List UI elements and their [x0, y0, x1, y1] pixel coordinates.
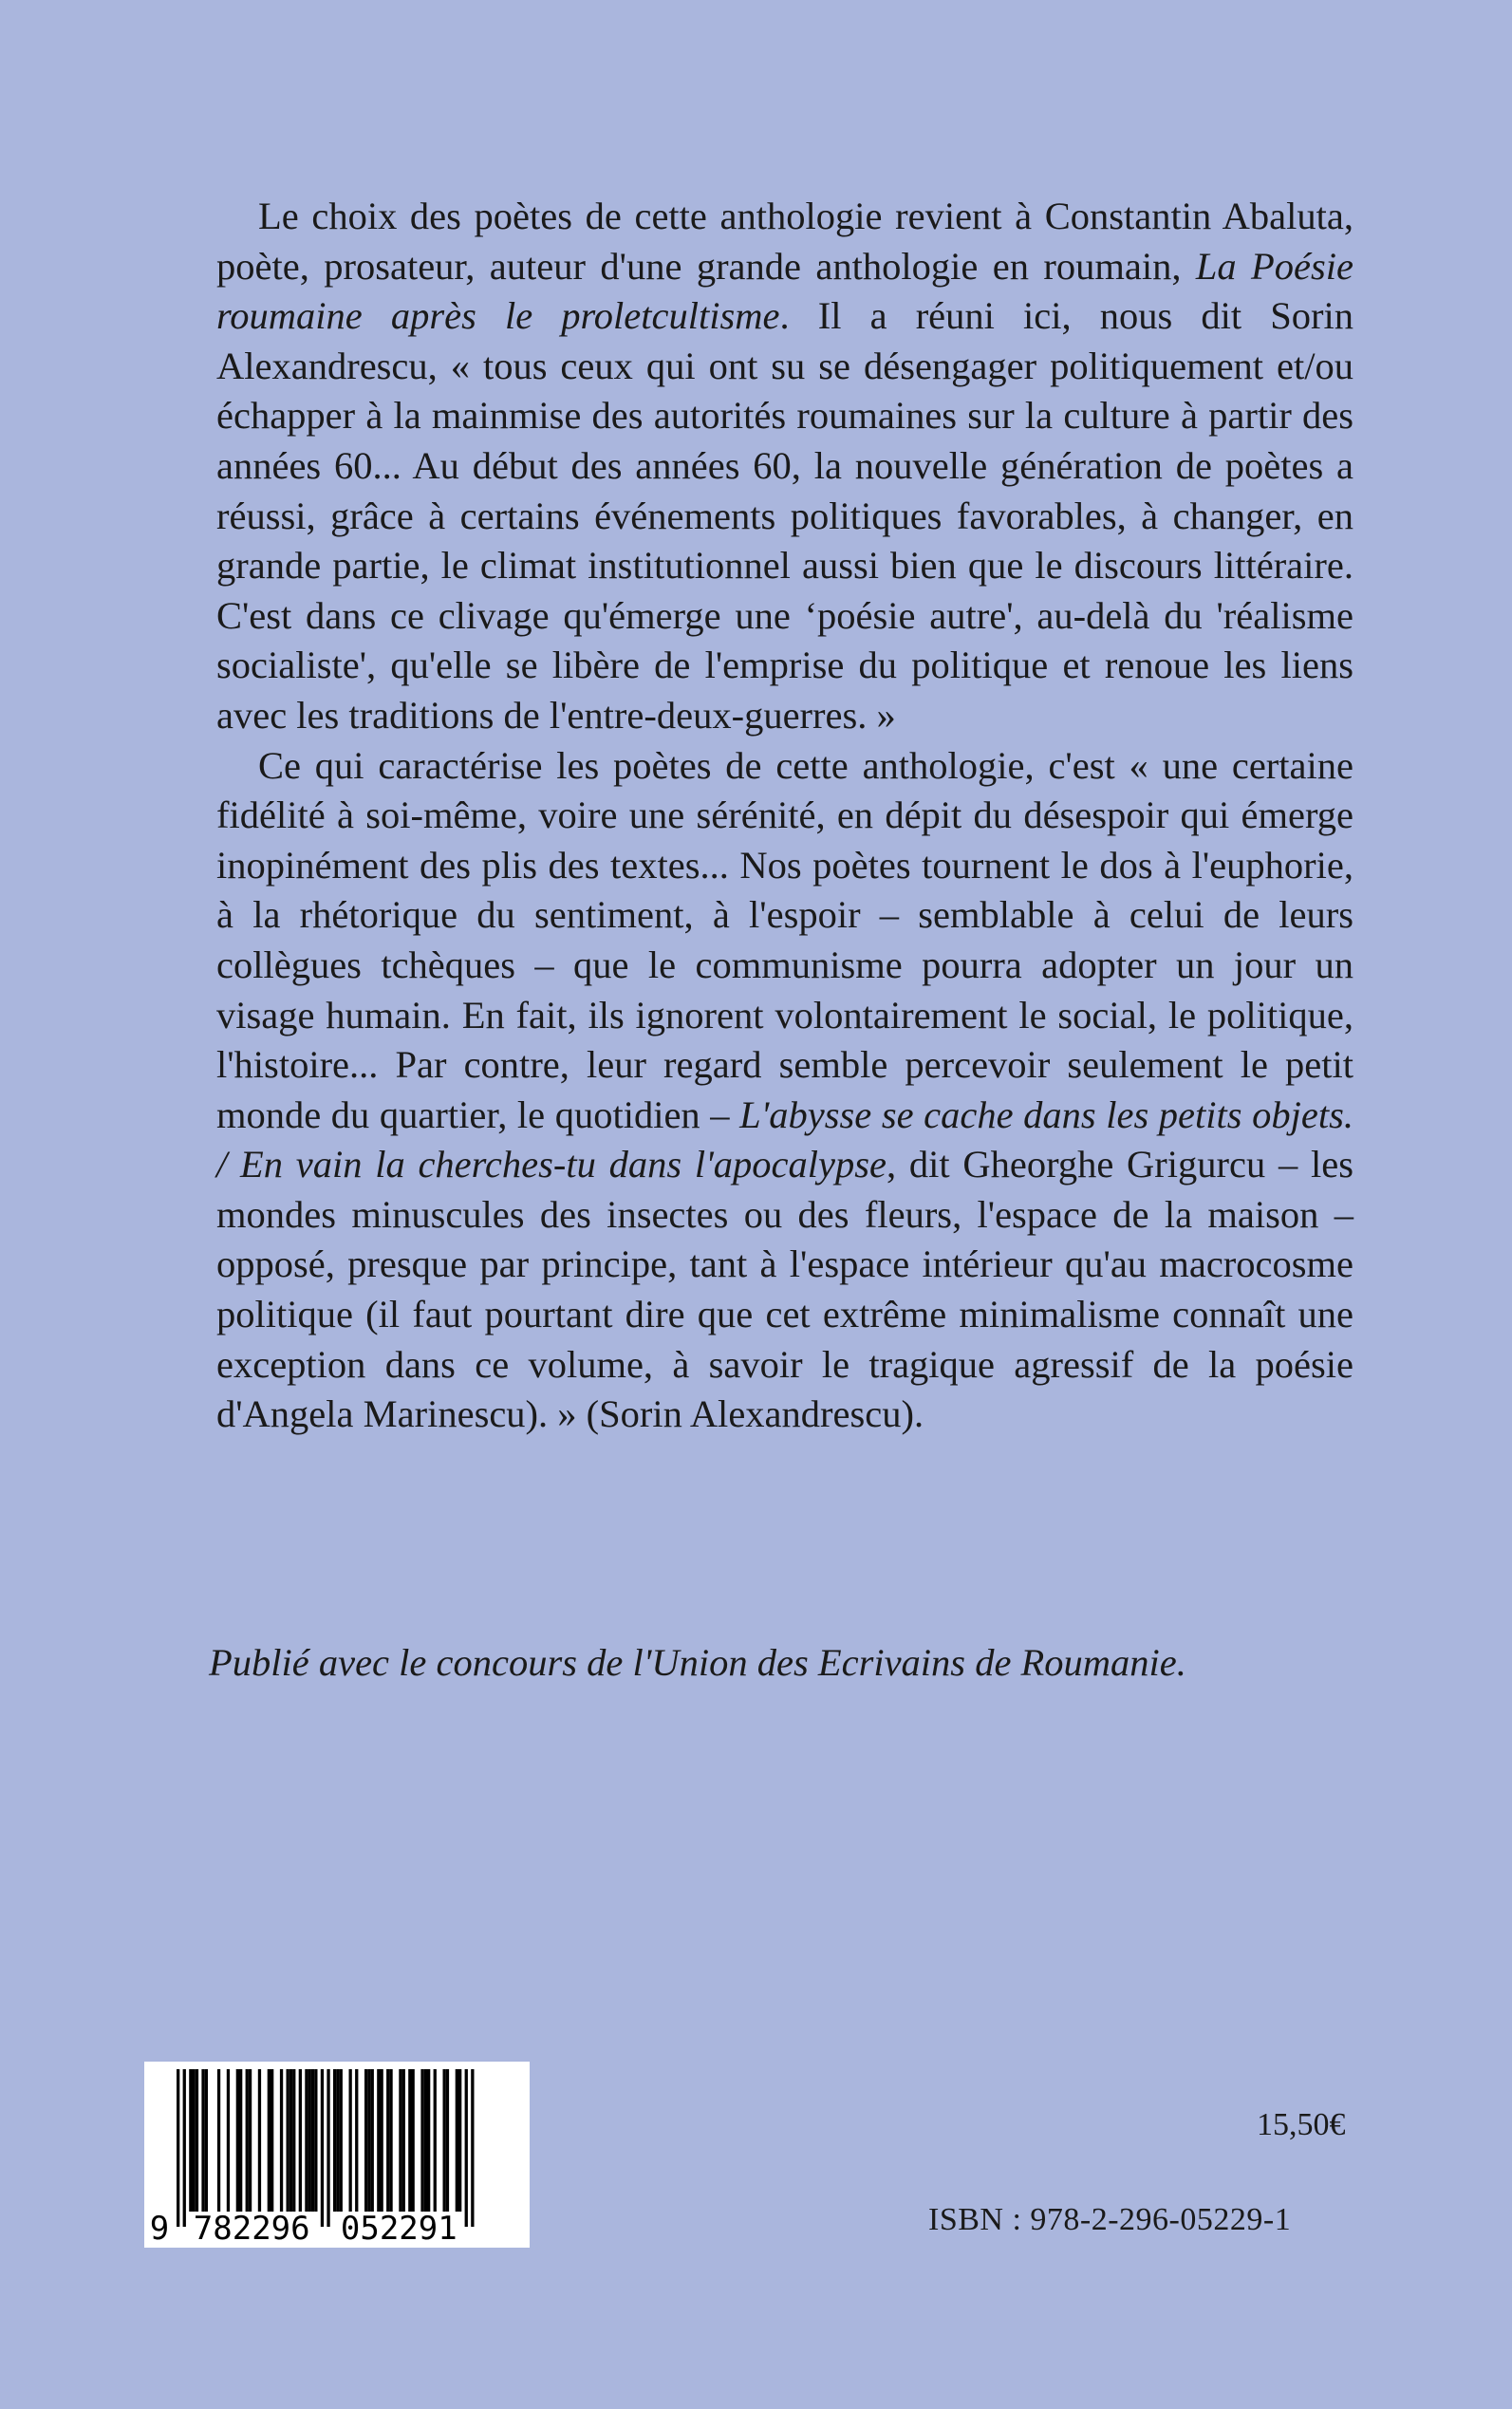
barcode-bar — [289, 2069, 292, 2212]
back-cover-text — [216, 192, 1353, 1440]
barcode-guard-bar — [321, 2069, 324, 2227]
barcode-bar — [427, 2069, 430, 2212]
barcode-bar — [420, 2069, 423, 2212]
paragraph-1-text-c: . Il a réuni ici, nous dit Sorin Alexandrescu, « tous ceux qui ont su se désengager politiquement et/ou échapper à la mainmise des autorités roumaines sur la culture à partir des années 60... Au début des années 60, la nouvelle génération de poètes a réussi, grâce à certains événements politiques favorables, à changer, en grande partie, le climat institutionnel aussi bien que le discours littéraire. C'est dans ce clivage qu'émerge une ‘poésie autre', au-delà du 'réalisme socialiste', qu'elle se libère de l'emprise du politique et renoue les liens avec les traditions de l'entre-deux-guerres. » — [216, 294, 1353, 737]
barcode-digits-left: 782296 — [193, 2210, 310, 2248]
paragraph-1-text-a: Le choix des poètes de cette anthologie revient à Constantin Abaluta, poète, prosateur, auteur d'une grande anthologie en roumain, — [216, 195, 1353, 288]
barcode-digits-right: 052291 — [340, 2210, 457, 2248]
barcode-bar — [408, 2069, 411, 2212]
paragraph-2-quote-italic: L'abysse se cache dans les petits objets. / En vain la cherches-tu dans l'apocalypse — [216, 1092, 1353, 1186]
barcode-guard-bar — [177, 2069, 179, 2227]
barcode-bar — [399, 2069, 401, 2212]
barcode-bar — [377, 2069, 380, 2212]
barcode-bar — [287, 2069, 289, 2212]
barcode-bar — [340, 2069, 343, 2212]
barcode-guard-bar — [183, 2069, 186, 2227]
paragraph-2-text-c: , dit Gheorghe Grigurcu – les mondes minuscules des insectes ou des fleurs, l'espace de la maison – opposé, presque par principe, tant à l'espace intérieur qu'au macrocosme politique (il faut pourtant dire que cet extrême minimalisme connaît une exception dans ce volume, à savoir le tragique agressif de la poésie d'Angela Marinescu). » (Sorin Alexandrescu). — [216, 1143, 1353, 1436]
barcode-bar — [367, 2069, 370, 2212]
barcode-bar — [292, 2069, 295, 2212]
barcode-bar — [193, 2069, 196, 2212]
isbn: ISBN : 978-2-296-05229-1 — [928, 2202, 1292, 2237]
barcode-bar — [236, 2069, 239, 2212]
barcode-bar — [299, 2069, 302, 2212]
barcode-bar — [381, 2069, 383, 2212]
barcode — [144, 2062, 530, 2248]
barcode-bar — [446, 2069, 449, 2212]
barcode-bar — [246, 2069, 249, 2212]
barcode-bar — [227, 2069, 230, 2212]
barcode-bar — [314, 2069, 317, 2212]
barcode-guard-bar — [471, 2069, 474, 2227]
barcode-bar — [205, 2069, 208, 2212]
barcode-bar — [333, 2069, 336, 2212]
barcode-guard-bar — [327, 2069, 329, 2227]
barcode-bar — [217, 2069, 220, 2212]
paragraph-2-text-a: Ce qui caractérise les poètes de cette anthologie, c'est « une certaine fidélité à soi-même, voire une sérénité, en dépit du désespoir qui émerge inopinément des plis des textes... Nos poètes tournent le dos à l'euphorie, à la rhétorique du sentiment, à l'espoir – semblable à celui de leurs collègues tchèques – que le communisme pourra adopter un jour un visage humain. En fait, ils ignorent volontairement le social, le politique, l'histoire... Par contre, leur regard semble percevoir seulement le petit monde du quartier, le quotidien – — [216, 743, 1353, 1136]
barcode-digit-first: 9 — [149, 2210, 170, 2248]
barcode-bar — [456, 2069, 458, 2212]
publisher-note: Publié avec le concours de l'Union des Ecrivains de Roumanie. — [209, 1641, 1186, 1684]
barcode-bar — [443, 2069, 446, 2212]
barcode-bar — [280, 2069, 283, 2212]
barcode-bar — [271, 2069, 273, 2212]
barcode-bar — [196, 2069, 198, 2212]
barcode-bar — [371, 2069, 374, 2212]
barcode-bar — [355, 2069, 358, 2212]
barcode-bar — [239, 2069, 242, 2212]
barcode-bar — [249, 2069, 252, 2212]
barcode-guard-bar — [465, 2069, 468, 2227]
barcode-bar — [268, 2069, 271, 2212]
barcode-bar — [402, 2069, 405, 2212]
barcode-bar — [201, 2069, 204, 2212]
barcode-bar — [389, 2069, 392, 2212]
barcode-bar — [458, 2069, 461, 2212]
barcode-bar — [424, 2069, 427, 2212]
barcode-bar — [308, 2069, 311, 2212]
barcode-bar — [364, 2069, 367, 2212]
barcode-bar — [258, 2069, 261, 2212]
paragraph-2 — [216, 741, 1353, 1440]
barcode-bar — [412, 2069, 415, 2212]
barcode-bar — [386, 2069, 389, 2212]
barcode-bar — [305, 2069, 308, 2212]
price: 15,50€ — [1257, 2107, 1346, 2142]
paragraph-1-title-italic: La Poésie roumaine après le proletcultisme — [216, 244, 1353, 338]
barcode-bar — [189, 2069, 192, 2212]
paragraph-1 — [216, 192, 1353, 741]
barcode-bar — [311, 2069, 314, 2212]
barcode-bar — [336, 2069, 339, 2212]
barcode-bar — [434, 2069, 437, 2212]
barcode-graphic — [144, 2062, 530, 2248]
barcode-bar — [349, 2069, 352, 2212]
